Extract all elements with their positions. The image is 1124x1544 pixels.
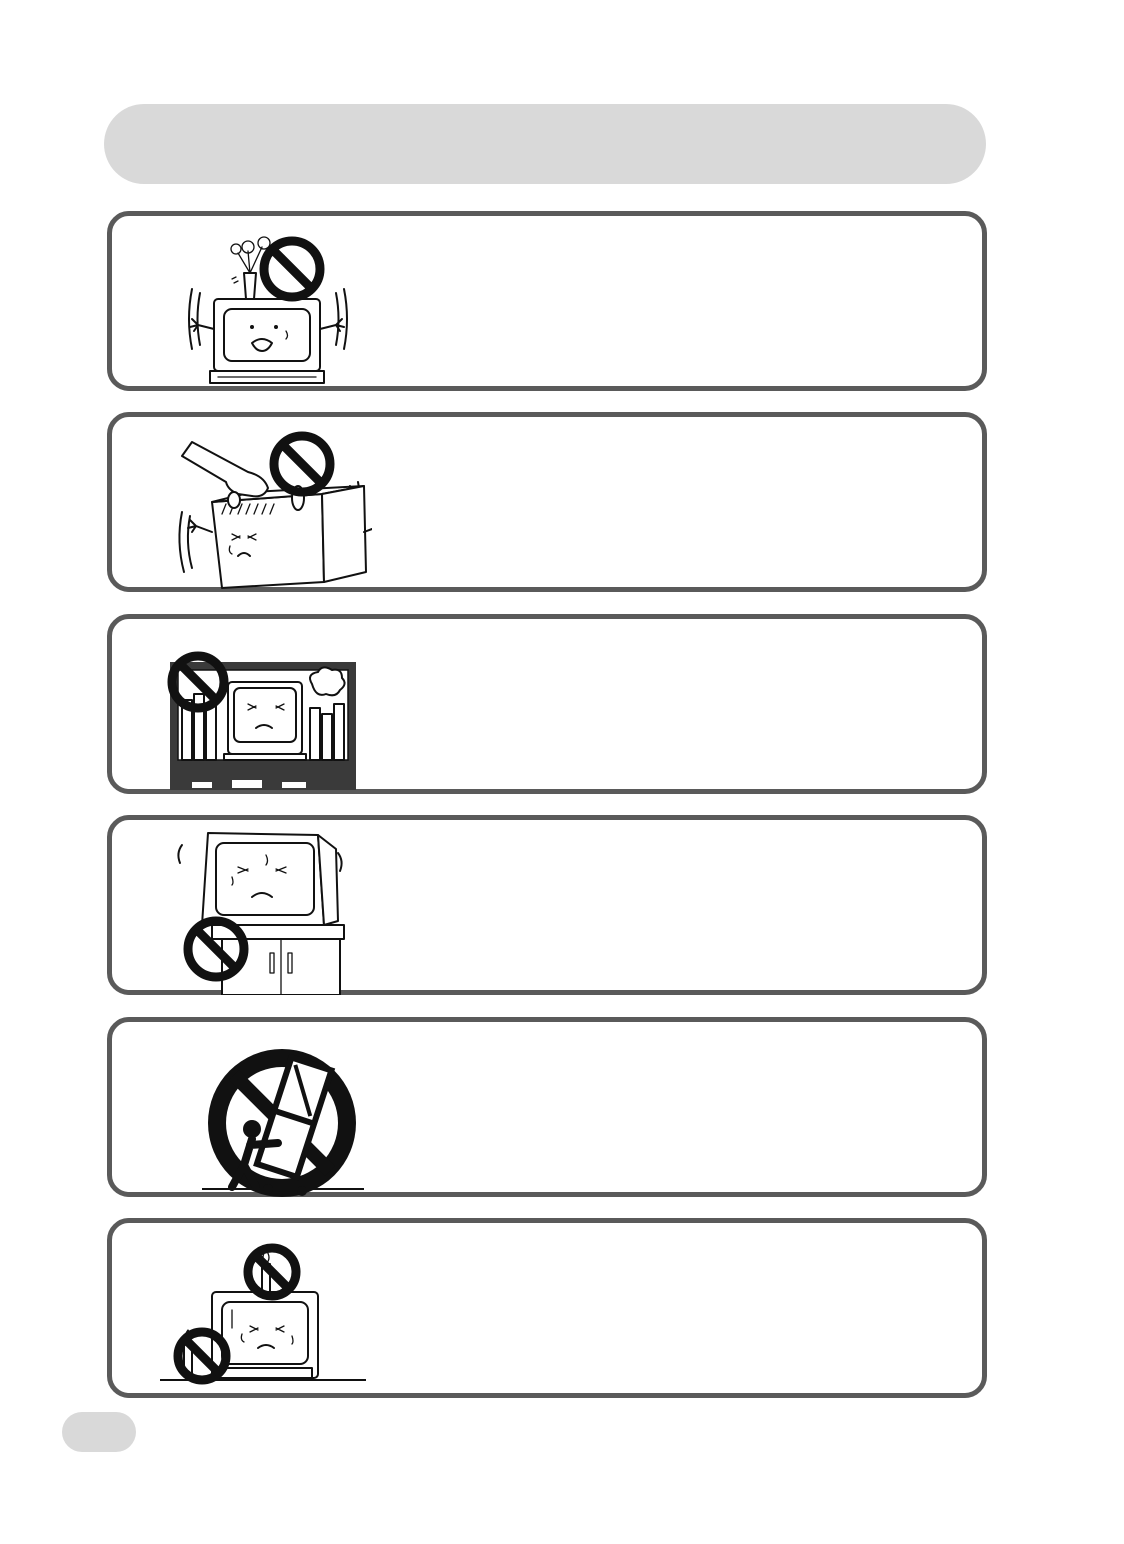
- warning-panel-unstable: [107, 815, 987, 995]
- tv-with-flower-vase-prohibited-icon: [152, 221, 372, 391]
- warning-panel-enclosed: [107, 614, 987, 794]
- hand-poking-tv-back-prohibited-icon: [152, 422, 372, 592]
- warning-panel-vase: [107, 211, 987, 391]
- warning-panel-flame: [107, 1218, 987, 1398]
- warning-panel-cart: [107, 1017, 987, 1197]
- tv-in-enclosed-shelf-prohibited-icon: [152, 624, 372, 794]
- section-title-bar: [104, 104, 986, 184]
- warning-panel-back-vents: [107, 412, 987, 592]
- tv-on-unstable-stand-prohibited-icon: [152, 825, 372, 995]
- cart-tip-over-warning-icon: [152, 1027, 372, 1197]
- page-number-tab: [62, 1412, 136, 1452]
- tv-near-candle-flame-prohibited-icon: [152, 1228, 372, 1398]
